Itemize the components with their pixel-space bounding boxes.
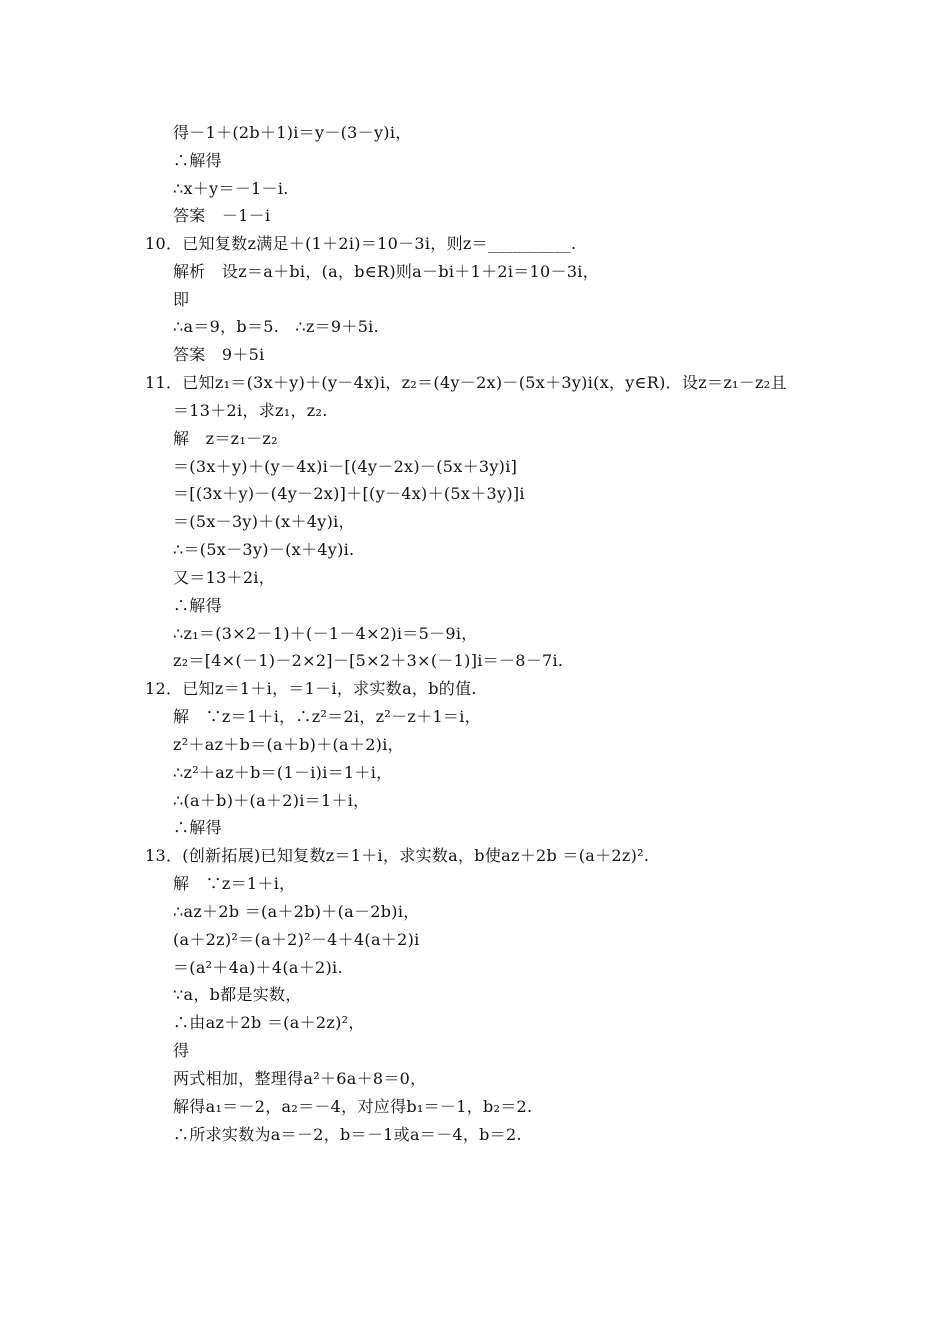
text-line: 解 z＝z₁－z₂ bbox=[173, 429, 278, 448]
text-line: 答案 9＋5i bbox=[173, 345, 265, 364]
text-line: ∴＝(5x－3y)－(x＋4y)i. bbox=[173, 540, 355, 559]
text-line: ∴所求实数为a＝－2，b＝－1或a＝－4，b＝2. bbox=[173, 1125, 522, 1144]
text-line: 得－1＋(2b＋1)i＝y－(3－y)i， bbox=[173, 123, 412, 142]
text-line: ∴az＋2b ＝(a＋2b)＋(a－2b)i， bbox=[173, 902, 420, 921]
text-line: 解 ∵z＝1＋i， bbox=[173, 874, 296, 893]
text-line: ∴解得 bbox=[173, 596, 222, 615]
text-line: ∴z₁＝(3×2－1)＋(－1－4×2)i＝5－9i， bbox=[173, 624, 478, 643]
problem-11-statement: 11．已知z₁＝(3x＋y)＋(y－4x)i，z₂＝(4y－2x)－(5x＋3y)i(x，y∈R)．设z＝z₁－z₂且 bbox=[145, 373, 787, 392]
text-line: ∴解得 bbox=[173, 818, 222, 837]
text-line: z²＋az＋b＝(a＋b)＋(a＋2)i， bbox=[173, 735, 404, 754]
text-line: ∴(a＋b)＋(a＋2)i＝1＋i， bbox=[173, 791, 370, 810]
text-line: z₂＝[4×(－1)－2×2]－[5×2＋3×(－1)]i＝－8－7i. bbox=[173, 651, 564, 670]
problem-13-statement: 13．(创新拓展)已知复数z＝1＋i，求实数a，b使az＋2b ＝(a＋2z)². bbox=[145, 846, 650, 865]
text-line: 得 bbox=[173, 1041, 190, 1060]
text-line: ∵a，b都是实数， bbox=[173, 985, 302, 1004]
problem-12-statement: 12．已知z＝1＋i，＝1－i，求实数a，b的值. bbox=[145, 679, 477, 698]
text-line: ∴解得 bbox=[173, 151, 222, 170]
text-line: ＝13＋2i，求z₁，z₂. bbox=[173, 401, 328, 420]
text-line: ＝(5x－3y)＋(x＋4y)i， bbox=[173, 512, 355, 531]
text-line: 两式相加，整理得a²＋6a＋8＝0， bbox=[173, 1069, 427, 1088]
text-line: ∴由az＋2b ＝(a＋2z)²， bbox=[173, 1013, 365, 1032]
text-line: 解析 设z＝a＋bi，(a，b∈R)则a－bi＋1＋2i＝10－3i， bbox=[173, 262, 600, 281]
text-line: 即 bbox=[173, 290, 190, 309]
text-line: 解 ∵z＝1＋i，∴z²＝2i，z²－z＋1＝i， bbox=[173, 707, 481, 726]
text-line: ＝(a²＋4a)＋4(a＋2)i. bbox=[173, 958, 343, 977]
text-line: ＝(3x＋y)＋(y－4x)i－[(4y－2x)－(5x＋3y)i] bbox=[173, 457, 518, 476]
text-line: ＝[(3x＋y)－(4y－2x)]＋[(y－4x)＋(5x＋3y)]i bbox=[173, 484, 525, 503]
text-line: ∴a＝9，b＝5. ∴z＝9＋5i. bbox=[173, 317, 379, 336]
text-line: (a＋2z)²＝(a＋2)²－4＋4(a＋2)i bbox=[173, 930, 420, 949]
text-line: ∴x＋y＝－1－i. bbox=[173, 179, 289, 198]
problem-10-statement: 10．已知复数z满足＋(1＋2i)＝10－3i，则z＝__________. bbox=[145, 234, 577, 253]
text-line: ∴z²＋az＋b＝(1－i)i＝1＋i， bbox=[173, 763, 393, 782]
text-line: 又＝13＋2i， bbox=[173, 568, 276, 587]
text-line: 答案 －1－i bbox=[173, 206, 271, 225]
text-line: 解得a₁＝－2，a₂＝－4，对应得b₁＝－1，b₂＝2. bbox=[173, 1097, 533, 1116]
